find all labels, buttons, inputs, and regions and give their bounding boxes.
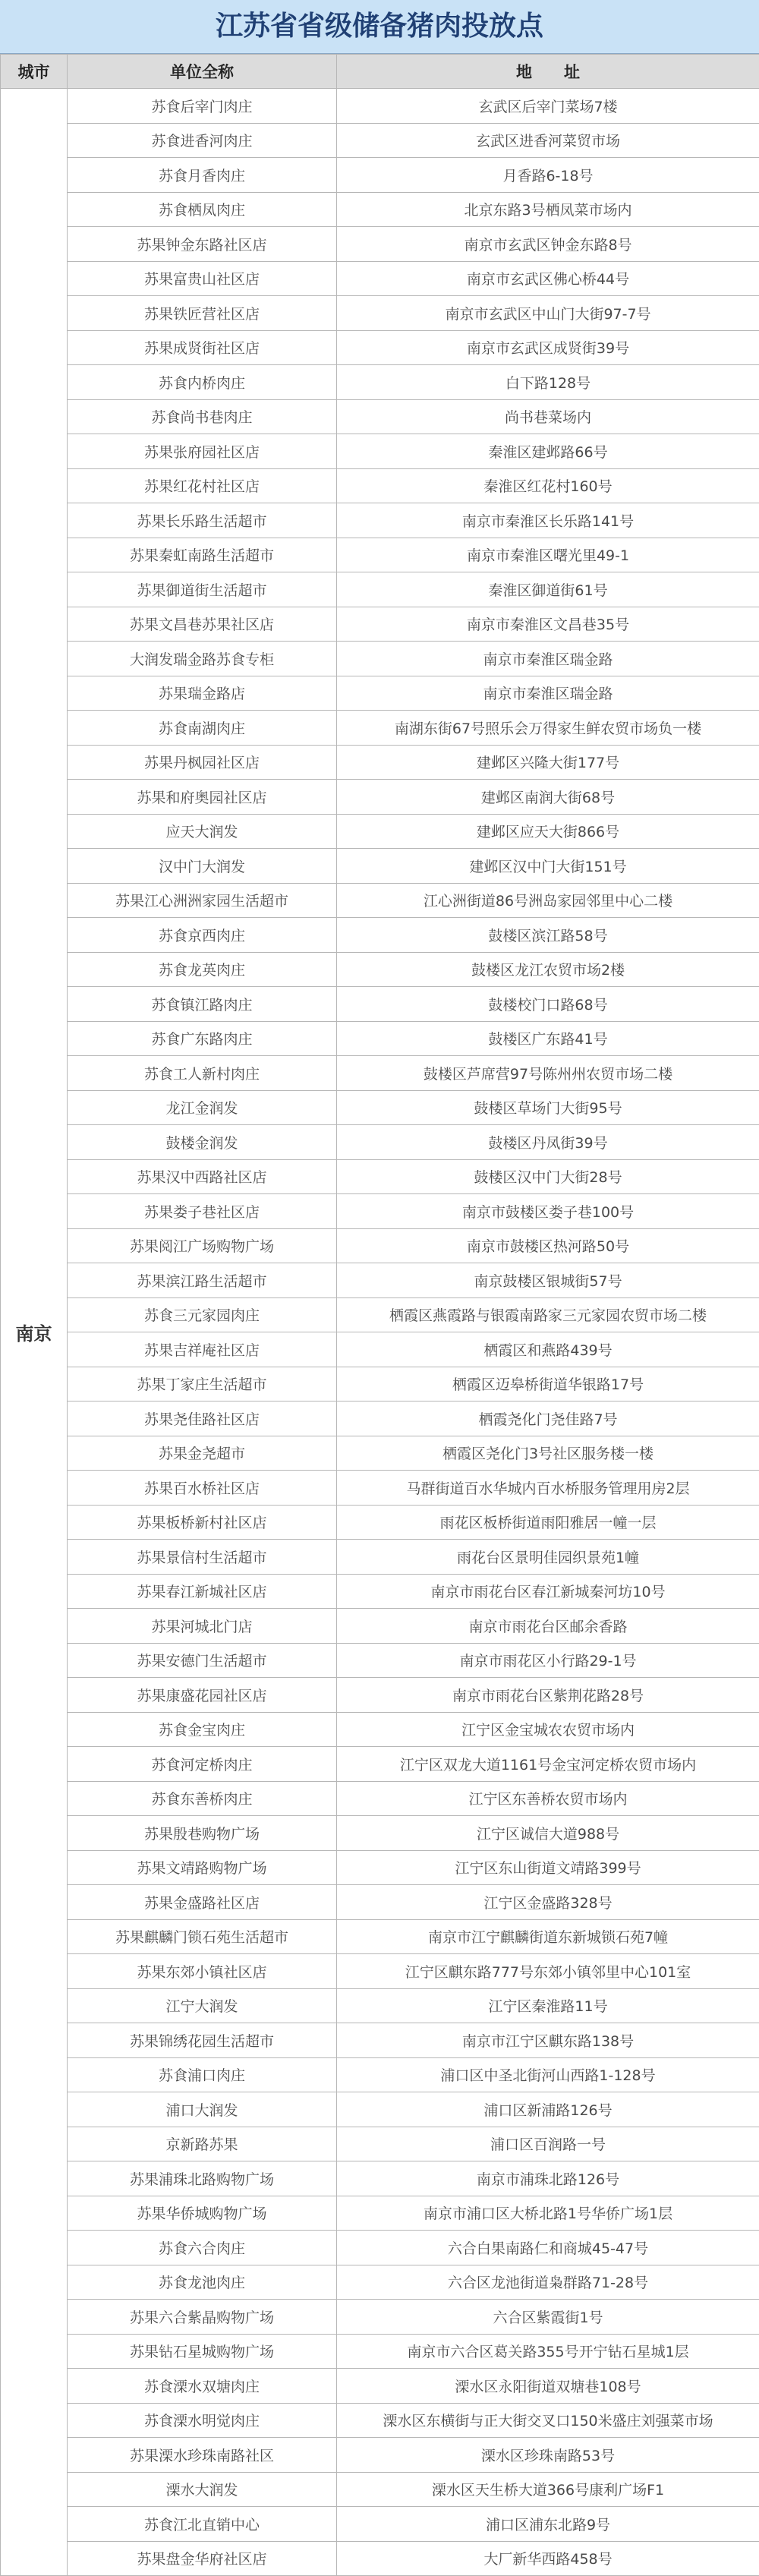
unit-name-cell: 苏食龙池肉庄	[68, 2265, 337, 2300]
table-row	[1, 2057, 759, 2092]
unit-name-cell: 苏果丁家庄生活超市	[68, 1367, 337, 1402]
address-cell: 建邺区汉中门大街151号	[337, 849, 759, 884]
table-row	[1, 538, 759, 572]
unit-name-cell: 苏果景信村生活超市	[68, 1540, 337, 1575]
unit-name-cell: 苏果麒麟门锁石苑生活超市	[68, 1919, 337, 1954]
unit-name-cell: 苏食京西肉庄	[68, 918, 337, 953]
table-row	[1, 745, 759, 780]
table-row	[1, 2541, 759, 2576]
unit-name-cell: 苏果铁匠营社区店	[68, 296, 337, 331]
unit-name-cell: 苏果长乐路生活超市	[68, 503, 337, 538]
unit-name-cell: 苏食溧水双塘肉庄	[68, 2369, 337, 2404]
address-cell: 栖霞尧化门尧佳路7号	[337, 1402, 759, 1436]
table-row	[1, 1781, 759, 1816]
table-row	[1, 1816, 759, 1851]
unit-name-cell: 苏果春江新城社区店	[68, 1574, 337, 1609]
table-row	[1, 1332, 759, 1367]
unit-name-cell: 苏食东善桥肉庄	[68, 1781, 337, 1816]
table-row	[1, 2369, 759, 2404]
address-cell: 鼓楼区芦席营97号陈州州农贸市场二楼	[337, 1056, 759, 1091]
address-cell: 马群街道百水华城内百水桥服务管理用房2层	[337, 1471, 759, 1506]
unit-name-cell: 应天大润发	[68, 814, 337, 849]
address-cell: 鼓楼区龙江农贸市场2楼	[337, 952, 759, 987]
unit-name-cell: 苏果阅江广场购物广场	[68, 1228, 337, 1263]
table-row	[1, 434, 759, 469]
table-row	[1, 2438, 759, 2473]
address-cell: 南京市雨花台区紫荆花路28号	[337, 1678, 759, 1713]
table-row	[1, 1021, 759, 1056]
unit-name-cell: 苏果文昌巷苏果社区店	[68, 607, 337, 642]
table-row	[1, 1263, 759, 1298]
table-row	[1, 814, 759, 849]
address-cell: 南京市江宁区麒东路138号	[337, 2023, 759, 2058]
unit-name-cell: 苏果娄子巷社区店	[68, 1194, 337, 1229]
address-cell: 南京市玄武区佛心桥44号	[337, 261, 759, 296]
table-row	[1, 2196, 759, 2231]
address-cell: 溧水区珍珠南路53号	[337, 2438, 759, 2473]
unit-name-cell: 苏果吉祥庵社区店	[68, 1332, 337, 1367]
address-cell: 江宁区麒东路777号东郊小镇邻里中心101室	[337, 1954, 759, 1989]
table-row	[1, 2403, 759, 2438]
unit-name-cell: 苏食内桥肉庄	[68, 365, 337, 400]
unit-name-cell: 苏食河定桥肉庄	[68, 1747, 337, 1782]
unit-name-cell: 苏果尧佳路社区店	[68, 1402, 337, 1436]
address-cell: 六合区龙池街道枭群路71-28号	[337, 2265, 759, 2300]
table-row	[1, 1090, 759, 1125]
address-cell: 溧水区天生桥大道366号康利广场F1	[337, 2472, 759, 2507]
unit-name-cell: 苏果盘金华府社区店	[68, 2541, 337, 2576]
unit-name-cell: 汉中门大润发	[68, 849, 337, 884]
address-cell: 浦口区百润路一号	[337, 2127, 759, 2161]
unit-name-cell: 苏食六合肉庄	[68, 2231, 337, 2265]
address-cell: 鼓楼区广东路41号	[337, 1021, 759, 1056]
address-cell: 栖霞区迈皋桥街道华银路17号	[337, 1367, 759, 1402]
address-cell: 江宁区诚信大道988号	[337, 1816, 759, 1851]
table-row	[1, 330, 759, 365]
address-cell: 南京市鼓楼区娄子巷100号	[337, 1194, 759, 1229]
address-cell: 白下路128号	[337, 365, 759, 400]
address-cell: 南京市秦淮区瑞金路	[337, 642, 759, 676]
table-row	[1, 1850, 759, 1885]
unit-name-cell: 浦口大润发	[68, 2092, 337, 2127]
table-row	[1, 1919, 759, 1954]
address-cell: 尚书巷菜场内	[337, 399, 759, 434]
unit-name-cell: 苏食尚书巷肉庄	[68, 399, 337, 434]
table-row	[1, 1402, 759, 1436]
unit-name-cell: 苏果殷巷购物广场	[68, 1816, 337, 1851]
table-row	[1, 468, 759, 503]
table-row	[1, 1988, 759, 2023]
address-cell: 南京市秦淮区瑞金路	[337, 676, 759, 711]
table-row	[1, 1297, 759, 1332]
table-row	[1, 1367, 759, 1402]
address-cell: 建邺区应天大街866号	[337, 814, 759, 849]
header-unit: 单位全称	[68, 55, 337, 89]
unit-name-cell: 苏果御道街生活超市	[68, 572, 337, 607]
address-cell: 溧水区永阳街道双塘巷108号	[337, 2369, 759, 2404]
table-row	[1, 1056, 759, 1091]
table-row	[1, 883, 759, 918]
unit-name-cell: 苏食江北直销中心	[68, 2507, 337, 2542]
unit-name-cell: 苏果金尧超市	[68, 1436, 337, 1471]
page-title: 江苏省省级储备猪肉投放点	[0, 0, 759, 54]
table-row	[1, 1159, 759, 1194]
unit-name-cell: 苏食溧水明觉肉庄	[68, 2403, 337, 2438]
address-cell: 江心洲街道86号洲岛家园邻里中心二楼	[337, 883, 759, 918]
unit-name-cell: 苏食龙英肉庄	[68, 952, 337, 987]
address-cell: 浦口区中圣北街河山西路1-128号	[337, 2057, 759, 2092]
unit-name-cell: 苏果丹枫园社区店	[68, 745, 337, 780]
address-cell: 溧水区东横街与正大街交叉口150米盛庄刘强菜市场	[337, 2403, 759, 2438]
address-cell: 秦淮区建邺路66号	[337, 434, 759, 469]
table-row	[1, 952, 759, 987]
address-cell: 江宁区东山街道文靖路399号	[337, 1850, 759, 1885]
unit-name-cell: 苏果汉中西路社区店	[68, 1159, 337, 1194]
address-cell: 江宁区金盛路328号	[337, 1885, 759, 1920]
address-cell: 雨花区板桥街道雨阳雅居一幢一层	[337, 1505, 759, 1540]
store-table	[0, 54, 759, 2576]
table-row	[1, 2161, 759, 2196]
unit-name-cell: 苏果成贤街社区店	[68, 330, 337, 365]
address-cell: 鼓楼区滨江路58号	[337, 918, 759, 953]
unit-name-cell: 苏食浦口肉庄	[68, 2057, 337, 2092]
table-row	[1, 192, 759, 227]
table-row	[1, 2127, 759, 2161]
unit-name-cell: 苏果板桥新村社区店	[68, 1505, 337, 1540]
address-cell: 南京市玄武区成贤街39号	[337, 330, 759, 365]
address-cell: 秦淮区御道街61号	[337, 572, 759, 607]
address-cell: 江宁区金宝城农农贸市场内	[337, 1712, 759, 1747]
address-cell: 南湖东街67号照乐会万得家生鲜农贸市场负一楼	[337, 711, 759, 746]
unit-name-cell: 苏果钻石星城购物广场	[68, 2334, 337, 2369]
table-row	[1, 1574, 759, 1609]
unit-name-cell: 苏果钟金东路社区店	[68, 227, 337, 262]
table-row	[1, 1125, 759, 1160]
address-cell: 南京市雨花台区春江新城秦河坊10号	[337, 1574, 759, 1609]
unit-name-cell: 苏食广东路肉庄	[68, 1021, 337, 1056]
unit-name-cell: 苏果安德门生活超市	[68, 1643, 337, 1678]
table-row	[1, 2334, 759, 2369]
table-row	[1, 918, 759, 953]
header-city: 城市	[1, 55, 68, 89]
table-row	[1, 1505, 759, 1540]
address-cell: 雨花台区景明佳园织景苑1幢	[337, 1540, 759, 1575]
table-row	[1, 1609, 759, 1644]
address-cell: 南京市江宁麒麟街道东新城锁石苑7幢	[337, 1919, 759, 1954]
unit-name-cell: 京新路苏果	[68, 2127, 337, 2161]
address-cell: 栖霞区和燕路439号	[337, 1332, 759, 1367]
address-cell: 建邺区兴隆大街177号	[337, 745, 759, 780]
address-cell: 江宁区秦淮路11号	[337, 1988, 759, 2023]
table-row	[1, 89, 759, 124]
table-row	[1, 399, 759, 434]
unit-name-cell: 苏果锦绣花园生活超市	[68, 2023, 337, 2058]
table-row	[1, 2472, 759, 2507]
address-cell: 南京市秦淮区长乐路141号	[337, 503, 759, 538]
address-cell: 浦口区浦东北路9号	[337, 2507, 759, 2542]
address-cell: 江宁区东善桥农贸市场内	[337, 1781, 759, 1816]
unit-name-cell: 苏食月香肉庄	[68, 158, 337, 193]
address-cell: 南京市浦珠北路126号	[337, 2161, 759, 2196]
address-cell: 南京市玄武区钟金东路8号	[337, 227, 759, 262]
address-cell: 南京市鼓楼区热河路50号	[337, 1228, 759, 1263]
table-row	[1, 711, 759, 746]
table-row	[1, 607, 759, 642]
table-row	[1, 1643, 759, 1678]
header-address: 地 址	[337, 55, 759, 89]
address-cell: 建邺区南润大街68号	[337, 780, 759, 815]
address-cell: 南京市玄武区中山门大街97-7号	[337, 296, 759, 331]
address-cell: 南京市六合区葛关路355号开宁钻石星城1层	[337, 2334, 759, 2369]
unit-name-cell: 苏果富贵山社区店	[68, 261, 337, 296]
address-cell: 栖霞区燕霞路与银霞南路家三元家园农贸市场二楼	[337, 1297, 759, 1332]
address-cell: 鼓楼区丹凤街39号	[337, 1125, 759, 1160]
unit-name-cell: 苏果瑞金路店	[68, 676, 337, 711]
table-row	[1, 2265, 759, 2300]
table-row	[1, 123, 759, 158]
unit-name-cell: 苏果康盛花园社区店	[68, 1678, 337, 1713]
address-cell: 六合白果南路仁和商城45-47号	[337, 2231, 759, 2265]
address-cell: 南京市雨花区小行路29-1号	[337, 1643, 759, 1678]
unit-name-cell: 苏食南湖肉庄	[68, 711, 337, 746]
address-cell: 南京鼓楼区银城街57号	[337, 1263, 759, 1298]
address-cell: 北京东路3号栖凤菜市场内	[337, 192, 759, 227]
table-row	[1, 1228, 759, 1263]
unit-name-cell: 苏果六合紫晶购物广场	[68, 2300, 337, 2335]
unit-name-cell: 苏果红花村社区店	[68, 468, 337, 503]
header-row	[1, 55, 759, 89]
table-row	[1, 365, 759, 400]
address-cell: 南京市浦口区大桥北路1号华侨广场1层	[337, 2196, 759, 2231]
table-row	[1, 1747, 759, 1782]
unit-name-cell: 苏食工人新村肉庄	[68, 1056, 337, 1091]
unit-name-cell: 苏果秦虹南路生活超市	[68, 538, 337, 572]
table-row	[1, 1540, 759, 1575]
table-row	[1, 642, 759, 676]
table-row	[1, 158, 759, 193]
unit-name-cell: 江宁大润发	[68, 1988, 337, 2023]
unit-name-cell: 苏果华侨城购物广场	[68, 2196, 337, 2231]
unit-name-cell: 苏果溧水珍珠南路社区	[68, 2438, 337, 2473]
address-cell: 鼓楼区汉中门大街28号	[337, 1159, 759, 1194]
table-row	[1, 2300, 759, 2335]
unit-name-cell: 苏果张府园社区店	[68, 434, 337, 469]
address-cell: 玄武区后宰门菜场7楼	[337, 89, 759, 124]
address-cell: 大厂新华西路458号	[337, 2541, 759, 2576]
address-cell: 南京市秦淮区文昌巷35号	[337, 607, 759, 642]
table-row	[1, 780, 759, 815]
unit-name-cell: 苏食进香河肉庄	[68, 123, 337, 158]
unit-name-cell: 龙江金润发	[68, 1090, 337, 1125]
table-row	[1, 1954, 759, 1989]
address-cell: 南京市雨花台区邮余香路	[337, 1609, 759, 1644]
address-cell: 栖霞区尧化门3号社区服务楼一楼	[337, 1436, 759, 1471]
table-row	[1, 1678, 759, 1713]
unit-name-cell: 苏食栖凤肉庄	[68, 192, 337, 227]
table-row	[1, 503, 759, 538]
unit-name-cell: 苏食后宰门肉庄	[68, 89, 337, 124]
unit-name-cell: 苏果江心洲洲家园生活超市	[68, 883, 337, 918]
unit-name-cell: 苏果金盛路社区店	[68, 1885, 337, 1920]
table-row	[1, 2023, 759, 2058]
address-cell: 江宁区双龙大道1161号金宝河定桥农贸市场内	[337, 1747, 759, 1782]
table-row	[1, 987, 759, 1022]
table-row	[1, 849, 759, 884]
table-row	[1, 1712, 759, 1747]
unit-name-cell: 溧水大润发	[68, 2472, 337, 2507]
table-row	[1, 1885, 759, 1920]
unit-name-cell: 苏果百水桥社区店	[68, 1471, 337, 1506]
table-row	[1, 296, 759, 331]
table-row	[1, 572, 759, 607]
unit-name-cell: 苏果河城北门店	[68, 1609, 337, 1644]
unit-name-cell: 大润发瑞金路苏食专柜	[68, 642, 337, 676]
unit-name-cell: 苏食金宝肉庄	[68, 1712, 337, 1747]
unit-name-cell: 苏食镇江路肉庄	[68, 987, 337, 1022]
unit-name-cell: 鼓楼金润发	[68, 1125, 337, 1160]
table-row	[1, 1436, 759, 1471]
table-row	[1, 676, 759, 711]
address-cell: 鼓楼校门口路68号	[337, 987, 759, 1022]
table-row	[1, 227, 759, 262]
table-row	[1, 1194, 759, 1229]
table-row	[1, 2231, 759, 2265]
unit-name-cell: 苏食三元家园肉庄	[68, 1297, 337, 1332]
unit-name-cell: 苏果和府奥园社区店	[68, 780, 337, 815]
address-cell: 六合区紫霞街1号	[337, 2300, 759, 2335]
table-row	[1, 2092, 759, 2127]
table-body	[1, 89, 759, 2576]
table-row	[1, 261, 759, 296]
table-row	[1, 2507, 759, 2542]
unit-name-cell: 苏果东郊小镇社区店	[68, 1954, 337, 1989]
unit-name-cell: 苏果浦珠北路购物广场	[68, 2161, 337, 2196]
address-cell: 玄武区进香河菜贸市场	[337, 123, 759, 158]
address-cell: 月香路6-18号	[337, 158, 759, 193]
unit-name-cell: 苏果滨江路生活超市	[68, 1263, 337, 1298]
city-cell: 南京	[1, 89, 68, 2576]
address-cell: 鼓楼区草场门大街95号	[337, 1090, 759, 1125]
unit-name-cell: 苏果文靖路购物广场	[68, 1850, 337, 1885]
table-row	[1, 1471, 759, 1506]
address-cell: 浦口区新浦路126号	[337, 2092, 759, 2127]
address-cell: 南京市秦淮区曙光里49-1	[337, 538, 759, 572]
address-cell: 秦淮区红花村160号	[337, 468, 759, 503]
